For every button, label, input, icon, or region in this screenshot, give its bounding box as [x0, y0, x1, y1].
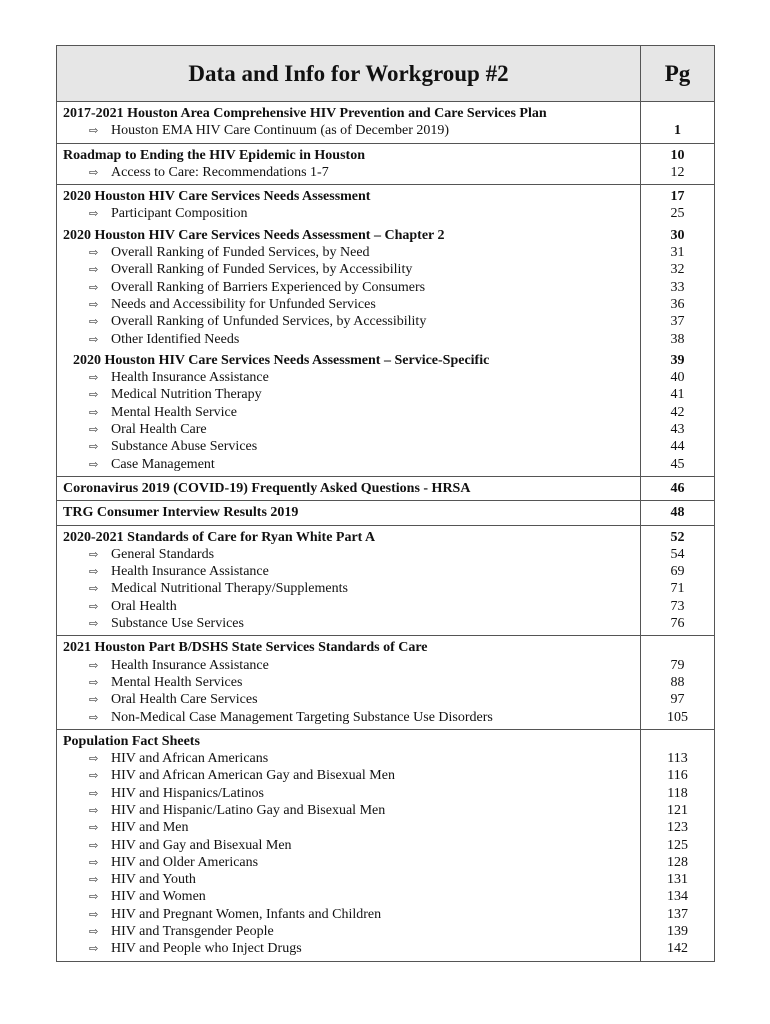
page-number: 39: [670, 352, 685, 368]
toc-section: [57, 184, 714, 476]
section-titles: [57, 185, 641, 476]
toc-item-label: Overall Ranking of Barriers Experienced by Consumers: [111, 279, 426, 295]
arrow-icon: ⇨: [89, 424, 99, 437]
section-titles: [57, 477, 641, 500]
page-number: 118: [667, 785, 688, 801]
page-number: 37: [670, 314, 685, 330]
arrow-icon: ⇨: [89, 372, 99, 385]
arrow-icon: ⇨: [89, 316, 99, 329]
page-number: 45: [670, 456, 685, 472]
toc-heading: 2020 Houston HIV Care Services Needs Assessment: [63, 189, 371, 205]
toc-item-label: Oral Health: [111, 598, 177, 614]
toc-item: [63, 331, 640, 348]
arrow-icon: ⇨: [89, 458, 99, 471]
table-of-contents: [56, 45, 715, 962]
toc-item-label: Access to Care: Recommendations 1-7: [111, 164, 329, 180]
page-number: 41: [670, 387, 685, 403]
page-number: 69: [670, 564, 685, 580]
toc-item-label: Mental Health Service: [111, 404, 237, 420]
toc-item: [63, 888, 640, 905]
toc-item-label: Oral Health Care: [111, 422, 207, 438]
page-number: [641, 639, 714, 656]
page-number: 88: [670, 674, 685, 690]
page-number: 76: [670, 616, 685, 632]
arrow-icon: ⇨: [89, 926, 99, 939]
page-number: 97: [670, 692, 685, 708]
page-number: 54: [670, 546, 685, 562]
page-number: 17: [670, 189, 685, 205]
page-number: 40: [670, 370, 685, 386]
toc-item: [63, 279, 640, 296]
arrow-icon: ⇨: [89, 618, 99, 631]
toc-item-label: Overall Ranking of Funded Services, by Need: [111, 245, 370, 261]
toc-item: [63, 122, 640, 139]
toc-item: [63, 563, 640, 580]
toc-heading: Roadmap to Ending the HIV Epidemic in Houston: [63, 147, 365, 163]
page-number: 116: [667, 768, 688, 784]
toc-item: [63, 709, 640, 726]
arrow-icon: ⇨: [89, 298, 99, 311]
page-number: 125: [667, 837, 688, 853]
toc-item-label: Other Identified Needs: [111, 331, 240, 347]
toc-heading: 2020 Houston HIV Care Services Needs Assessment – Chapter 2: [63, 227, 445, 243]
arrow-icon: ⇨: [89, 600, 99, 613]
page-column-header: Pg: [664, 60, 691, 86]
arrow-icon: ⇨: [89, 583, 99, 596]
toc-item: [63, 837, 640, 854]
toc-item-label: Substance Use Services: [111, 616, 244, 632]
page-number: 121: [667, 802, 688, 818]
toc-item: [63, 261, 640, 278]
toc-item: [63, 750, 640, 767]
arrow-icon: ⇨: [89, 908, 99, 921]
toc-item: [63, 404, 640, 421]
toc-item: [63, 296, 640, 313]
toc-item: [63, 785, 640, 802]
arrow-icon: ⇨: [89, 856, 99, 869]
toc-item-label: Overall Ranking of Unfunded Services, by Accessibility: [111, 314, 427, 330]
arrow-icon: ⇨: [89, 247, 99, 260]
toc-item-label: Mental Health Services: [111, 674, 243, 690]
arrow-icon: ⇨: [89, 166, 99, 179]
page-number: 1: [674, 123, 681, 139]
section-titles: [57, 501, 641, 524]
toc-item: [63, 244, 640, 261]
toc-item: [63, 205, 640, 222]
toc-item: [63, 164, 640, 181]
section-titles: [57, 526, 641, 636]
arrow-icon: ⇨: [89, 874, 99, 887]
page-number: 10: [670, 147, 685, 163]
toc-item-label: Needs and Accessibility for Unfunded Services: [111, 296, 376, 312]
toc-item-label: General Standards: [111, 546, 215, 562]
arrow-icon: ⇨: [89, 566, 99, 579]
arrow-icon: ⇨: [89, 659, 99, 672]
page-number: 142: [667, 941, 688, 957]
arrow-icon: ⇨: [89, 711, 99, 724]
arrow-icon: ⇨: [89, 389, 99, 402]
toc-section: [57, 102, 714, 143]
page-number: 43: [670, 422, 685, 438]
arrow-icon: ⇨: [89, 548, 99, 561]
page-number: 134: [667, 889, 688, 905]
arrow-icon: ⇨: [89, 333, 99, 346]
arrow-icon: ⇨: [89, 406, 99, 419]
arrow-icon: ⇨: [89, 753, 99, 766]
section-pages: [641, 730, 714, 961]
arrow-icon: ⇨: [89, 208, 99, 221]
toc-item-label: HIV and Transgender People: [111, 924, 274, 940]
toc-item-label: HIV and Older Americans: [111, 854, 259, 870]
arrow-icon: ⇨: [89, 676, 99, 689]
page-number: 32: [670, 262, 685, 278]
toc-item: [63, 421, 640, 438]
page-number: 48: [670, 505, 685, 521]
section-pages: [641, 185, 714, 476]
arrow-icon: ⇨: [89, 787, 99, 800]
page-number: [641, 105, 714, 122]
toc-item: [63, 923, 640, 940]
page-number: 31: [670, 245, 685, 261]
arrow-icon: ⇨: [89, 694, 99, 707]
toc-item: [63, 940, 640, 957]
toc-item-label: HIV and Pregnant Women, Infants and Children: [111, 906, 382, 922]
toc-item: [63, 657, 640, 674]
toc-item: [63, 906, 640, 923]
toc-item: [63, 854, 640, 871]
arrow-icon: ⇨: [89, 891, 99, 904]
toc-item-label: HIV and Hispanic/Latino Gay and Bisexual Men: [111, 802, 386, 818]
section-pages: [641, 144, 714, 185]
page-number: 123: [667, 820, 688, 836]
page-number: 105: [667, 709, 688, 725]
page-number: 71: [670, 581, 685, 597]
arrow-icon: ⇨: [89, 281, 99, 294]
section-pages: [641, 501, 714, 524]
toc-section: [57, 635, 714, 728]
page-title: Data and Info for Workgroup #2: [57, 46, 641, 101]
toc-item-label: Participant Composition: [111, 206, 248, 222]
page-number: 44: [670, 439, 685, 455]
page-number: 38: [670, 331, 685, 347]
toc-item: [63, 369, 640, 386]
section-titles: [57, 102, 641, 143]
section-pages: [641, 526, 714, 636]
section-titles: [57, 144, 641, 185]
arrow-icon: ⇨: [89, 125, 99, 138]
toc-sections: [57, 102, 714, 961]
page-number: 139: [667, 924, 688, 940]
toc-item-label: Oral Health Care Services: [111, 692, 258, 708]
toc-item: [63, 674, 640, 691]
page-number: 25: [670, 206, 685, 222]
toc-item: [63, 313, 640, 330]
arrow-icon: ⇨: [89, 264, 99, 277]
section-titles: [57, 730, 641, 961]
page-number: 113: [667, 751, 688, 767]
toc-section: [57, 476, 714, 500]
section-pages: [641, 102, 714, 143]
toc-item: [63, 819, 640, 836]
toc-item: [63, 615, 640, 632]
arrow-icon: ⇨: [89, 770, 99, 783]
toc-item-label: HIV and People who Inject Drugs: [111, 941, 302, 957]
toc-heading: Coronavirus 2019 (COVID-19) Frequently Asked Questions - HRSA: [63, 480, 471, 496]
toc-heading: 2020 Houston HIV Care Services Needs Assessment – Service-Specific: [73, 352, 490, 368]
toc-item-label: Overall Ranking of Funded Services, by Accessibility: [111, 262, 413, 278]
arrow-icon: ⇨: [89, 441, 99, 454]
toc-heading: 2017-2021 Houston Area Comprehensive HIV Prevention and Care Services Plan: [63, 106, 547, 121]
toc-section: [57, 500, 714, 524]
page-number: 128: [667, 854, 688, 870]
page-number: 42: [670, 404, 685, 420]
toc-item-label: HIV and Women: [111, 889, 206, 905]
page-number: 73: [670, 598, 685, 614]
page-number: 12: [670, 164, 685, 180]
toc-heading: 2020-2021 Standards of Care for Ryan White Part A: [63, 529, 376, 545]
toc-item: [63, 871, 640, 888]
toc-heading: 2021 Houston Part B/DSHS State Services Standards of Care: [63, 640, 428, 656]
toc-item-label: HIV and African American Gay and Bisexual Men: [111, 768, 395, 784]
toc-section: [57, 143, 714, 185]
page-number: 30: [670, 227, 685, 243]
page-number: 79: [670, 657, 685, 673]
toc-item: [63, 691, 640, 708]
toc-item: [63, 580, 640, 597]
toc-item-label: HIV and Men: [111, 820, 189, 836]
arrow-icon: ⇨: [89, 943, 99, 956]
toc-item-label: Health Insurance Assistance: [111, 564, 269, 580]
toc-item-label: Health Insurance Assistance: [111, 657, 269, 673]
toc-item-label: Health Insurance Assistance: [111, 370, 269, 386]
page-number: 46: [670, 480, 685, 496]
toc-item: [63, 802, 640, 819]
page-number: 131: [667, 872, 688, 888]
toc-item: [63, 598, 640, 615]
toc-item: [63, 767, 640, 784]
toc-section: [57, 729, 714, 961]
arrow-icon: ⇨: [89, 822, 99, 835]
toc-item-label: Medical Nutritional Therapy/Supplements: [111, 581, 348, 597]
toc-item-label: Houston EMA HIV Care Continuum (as of December 2019): [111, 123, 450, 139]
toc-item-label: HIV and Gay and Bisexual Men: [111, 837, 292, 853]
section-pages: [641, 636, 714, 728]
section-titles: [57, 636, 641, 728]
toc-item-label: Case Management: [111, 456, 215, 472]
toc-item-label: Non-Medical Case Management Targeting Substance Use Disorders: [111, 709, 493, 725]
toc-heading: Population Fact Sheets: [63, 733, 200, 749]
page-number: 33: [670, 279, 685, 295]
arrow-icon: ⇨: [89, 804, 99, 817]
table-header: [57, 46, 714, 102]
toc-heading: TRG Consumer Interview Results 2019: [63, 505, 299, 521]
toc-section: [57, 525, 714, 636]
page-number: 36: [670, 296, 685, 312]
toc-item-label: HIV and Youth: [111, 872, 196, 888]
page-number: 52: [670, 529, 685, 545]
page-number: 137: [667, 906, 688, 922]
toc-item-label: HIV and African Americans: [111, 751, 269, 767]
toc-item: [63, 546, 640, 563]
toc-item: [63, 456, 640, 473]
section-pages: [641, 477, 714, 500]
toc-item: [63, 438, 640, 455]
toc-item-label: Substance Abuse Services: [111, 439, 258, 455]
toc-item-label: HIV and Hispanics/Latinos: [111, 785, 264, 801]
page-number: [641, 733, 714, 750]
toc-item-label: Medical Nutrition Therapy: [111, 387, 262, 403]
arrow-icon: ⇨: [89, 839, 99, 852]
toc-item: [63, 386, 640, 403]
